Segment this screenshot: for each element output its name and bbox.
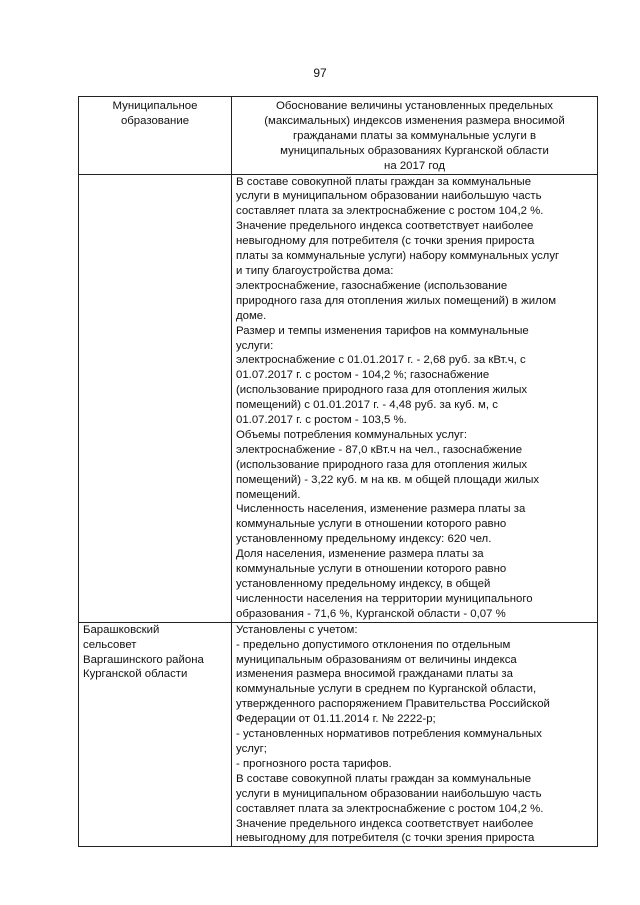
page-number: 97 — [313, 66, 327, 80]
text-line: помещений) - 3,22 куб. м на кв. м общей площади жилых — [236, 473, 540, 486]
text-line: коммунальные услуги в отношении которого равно — [236, 518, 507, 531]
header-justification-line: муниципальных образованиях Курганской области — [280, 144, 549, 157]
text-line: невыгодному для потребителя (с точки зрения прироста — [236, 235, 535, 248]
text-line: В составе совокупной платы граждан за коммунальные — [236, 772, 532, 785]
text-line: электроснабжение, газоснабжение (использование — [236, 279, 508, 292]
text-line: 01.07.2017 г. с ростом - 103,5 %. — [236, 414, 407, 427]
text-line: - прогнозного роста тарифов. — [236, 757, 392, 770]
header-justification-line: гражданами платы за коммунальные услуги в — [292, 129, 537, 142]
text-line: и типу благоустройства дома: — [236, 264, 394, 277]
text-line: природного газа для отопления жилых помещений) в жилом — [236, 294, 557, 307]
header-justification — [232, 97, 598, 175]
text-line: доме. — [236, 309, 267, 322]
row-municipality — [79, 622, 232, 847]
text-line: сельсовет — [83, 638, 137, 651]
text-line: установленному предельному индексу: 620 чел. — [236, 533, 492, 546]
text-line: Установлены с учетом: — [236, 623, 358, 636]
text-line: Размер и темпы изменения тарифов на коммунальные — [236, 324, 529, 337]
text-line: Значение предельного индекса соответствует наиболее — [236, 220, 534, 233]
text-line: невыгодному для потребителя (с точки зрения прироста — [236, 832, 535, 845]
text-line: коммунальные услуги в отношении которого равно — [236, 563, 507, 576]
text-line: электроснабжение - 87,0 кВт.ч на чел., газоснабжение — [236, 443, 523, 456]
text-line: Курганской области — [83, 668, 188, 681]
text-line: изменения размера вносимой гражданами платы за — [236, 668, 513, 681]
text-line: составляет плата за электроснабжение с ростом 104,2 %. — [236, 802, 544, 815]
text-line: (использование природного газа для отопления жилых — [236, 458, 528, 471]
row-justification-text — [232, 622, 598, 847]
text-line: Федерации от 01.11.2014 г. № 2222-р; — [236, 713, 436, 726]
text-line: Объемы потребления коммунальных услуг: — [236, 428, 468, 441]
text-line: численности населения на территории муниципального — [236, 592, 533, 605]
text-line: - установленных нормативов потребления коммунальных — [236, 728, 542, 741]
header-justification-line: на 2017 год — [384, 159, 445, 172]
header-justification-line: Обоснование величины установленных предельных — [276, 100, 553, 112]
text-line: услуги в муниципальном образовании наибольшую часть — [236, 787, 542, 800]
text-line: услуги в муниципальном образовании наибольшую часть — [236, 190, 542, 203]
text-line: электроснабжение с 01.01.2017 г. - 2,68 руб. за кВт.ч, с — [236, 354, 526, 367]
text-line: услуги: — [236, 339, 274, 352]
text-line: установленному предельному индексу, в общей — [236, 578, 491, 590]
text-line: составляет плата за электроснабжение с ростом 104,2 %. — [236, 205, 544, 218]
text-line: муниципальным образованиям от величины индекса — [236, 653, 517, 666]
table-header-row — [79, 97, 598, 175]
text-line: утвержденного распоряжением Правительства Российской — [236, 698, 550, 711]
text-line: - предельно допустимого отклонения по отдельным — [236, 638, 511, 651]
text-line: Барашковский — [83, 623, 160, 636]
text-line: 01.07.2017 г. с ростом - 104,2 %; газоснабжение — [236, 369, 490, 382]
text-line: помещений. — [236, 488, 301, 501]
header-municipality — [79, 97, 232, 175]
text-line: В составе совокупной платы граждан за коммунальные — [236, 175, 532, 188]
table-row — [79, 174, 598, 622]
row-justification-text — [232, 174, 598, 622]
header-justification-line: (максимальных) индексов изменения размера вносимой — [264, 114, 565, 127]
text-line: Варгашинского района — [83, 653, 204, 666]
text-line: образования - 71,6 %, Курганской области - 0,07 % — [236, 607, 506, 620]
text-line: услуг; — [236, 742, 267, 755]
text-line: Численность населения, изменение размера платы за — [236, 503, 526, 516]
header-municipality-line: образование — [120, 114, 190, 127]
text-line: платы за коммунальные услуги) набору коммунальных услуг — [236, 250, 560, 263]
text-line: Значение предельного индекса соответствует наиболее — [236, 817, 534, 830]
text-line: Доля населения, изменение размера платы за — [236, 548, 484, 561]
text-line: (использование природного газа для отопления жилых — [236, 384, 528, 397]
row-municipality — [79, 174, 232, 622]
table-row — [79, 622, 598, 847]
text-line: коммунальные услуги в среднем по Курганской области, — [236, 683, 537, 696]
header-municipality-line: Муниципальное — [112, 100, 198, 112]
justification-table — [78, 96, 598, 847]
text-line: помещений) с 01.01.2017 г. - 4,48 руб. за куб. м, с — [236, 399, 498, 412]
